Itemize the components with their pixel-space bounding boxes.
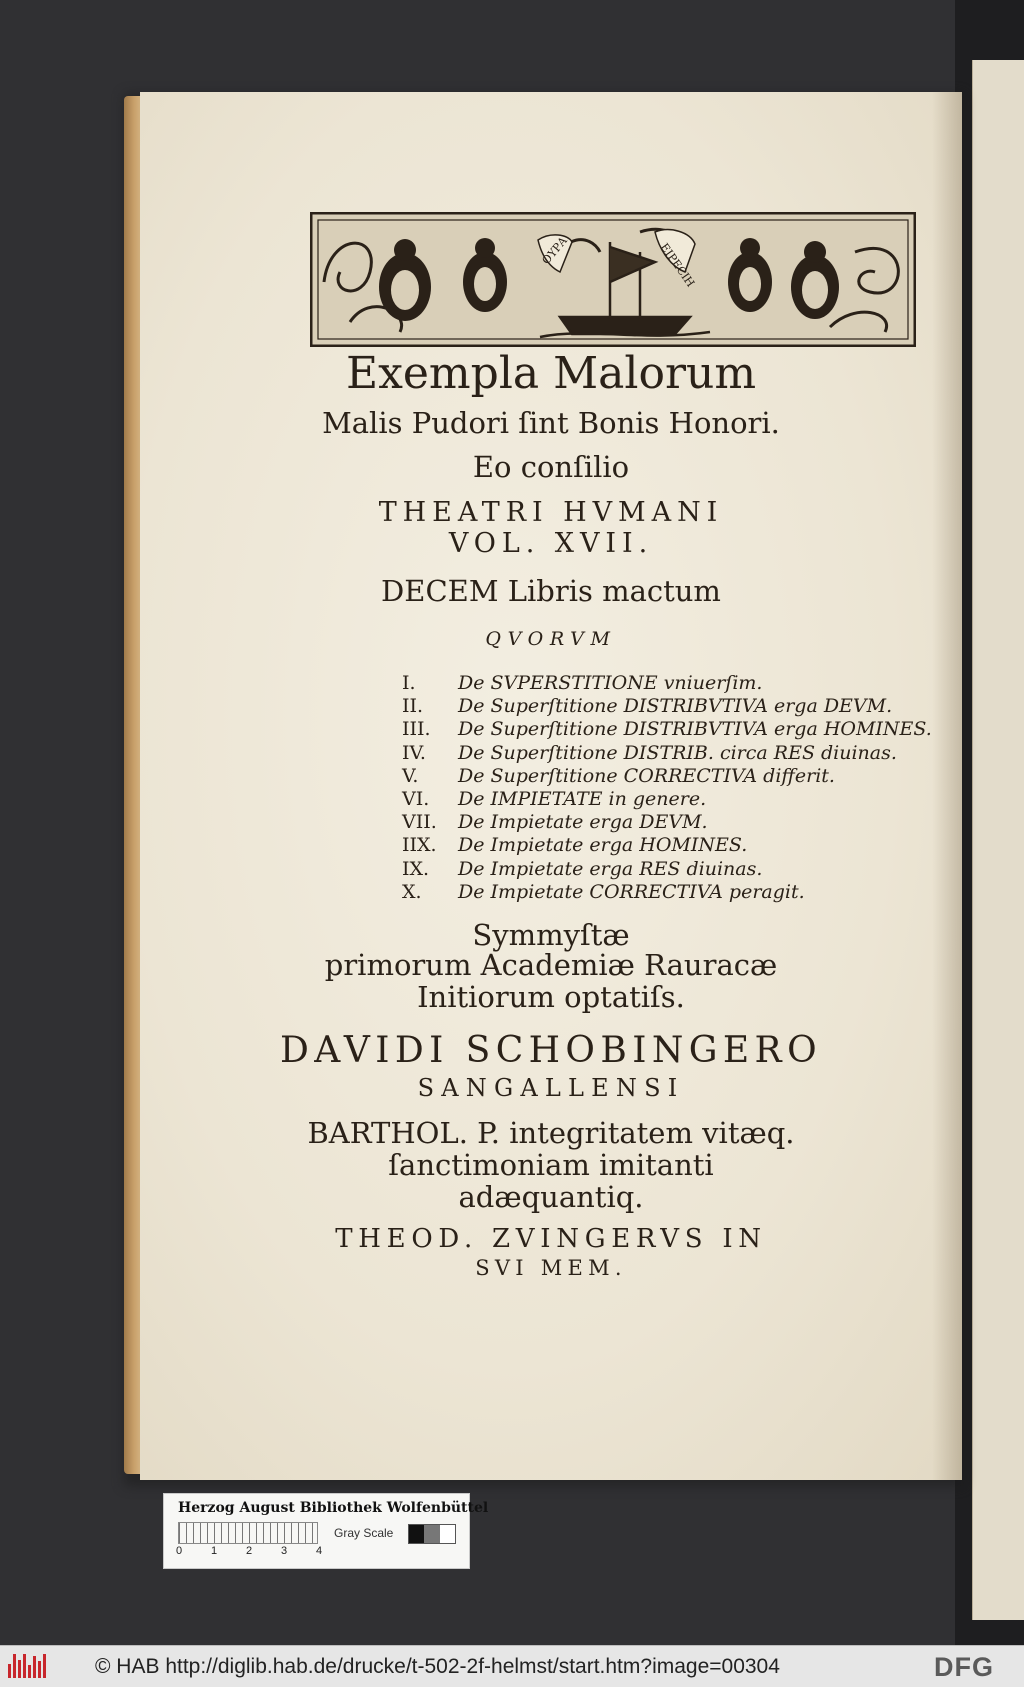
list-item bbox=[402, 742, 922, 765]
book-number: VI. bbox=[402, 787, 430, 810]
library-name: Herzog August Bibliothek Wolfenbüttel bbox=[178, 1500, 489, 1516]
ruler-number: 2 bbox=[246, 1545, 253, 1557]
dedicatee-name: DAVIDI SCHOBINGERO bbox=[280, 1030, 822, 1071]
book-number: X. bbox=[402, 880, 422, 903]
book-number: IIX. bbox=[402, 834, 437, 857]
author-line: THEOD. ZVINGERVS IN bbox=[335, 1224, 767, 1254]
swatch-gray bbox=[424, 1525, 439, 1543]
book-number: VII. bbox=[402, 811, 437, 834]
ruler-number: 0 bbox=[176, 1545, 183, 1557]
book-title: De Superſtitione CORRECTIVA differit. bbox=[458, 764, 835, 787]
book-title: De Impietate erga HOMINES. bbox=[458, 834, 748, 857]
book-number: IX. bbox=[402, 857, 430, 880]
book-number: IV. bbox=[402, 741, 426, 764]
swatch-black bbox=[409, 1525, 424, 1543]
ruler-number: 3 bbox=[281, 1545, 288, 1557]
primorum-line: primorum Academiæ Rauracæ bbox=[324, 948, 778, 982]
list-item bbox=[402, 788, 922, 811]
book-title: De Impietate CORRECTIVA peragit. bbox=[458, 880, 805, 903]
library-label-card bbox=[163, 1493, 489, 1569]
list-item bbox=[402, 695, 922, 718]
volume-line: VOL. XVII. bbox=[448, 528, 654, 559]
list-item bbox=[402, 672, 922, 695]
ruler-number: 4 bbox=[316, 1545, 323, 1557]
list-item bbox=[402, 834, 922, 857]
book-title: De Superſtitione DISTRIBVTIVA erga HOMINES. bbox=[458, 718, 932, 741]
swatch-white bbox=[440, 1525, 455, 1543]
author-line-2: SVI MEM. bbox=[475, 1256, 627, 1280]
book-title: De Superſtitione DISTRIB. circa RES diuinas. bbox=[458, 741, 897, 764]
theatri-line: THEATRI HVMANI bbox=[378, 497, 724, 528]
book-title: De Superſtitione DISTRIBVTIVA erga DEVM. bbox=[458, 695, 893, 718]
book-title: De Impietate erga DEVM. bbox=[458, 811, 708, 834]
book-number: III. bbox=[402, 718, 431, 741]
book-number: V. bbox=[402, 764, 419, 787]
scale-ruler bbox=[178, 1522, 318, 1544]
dfg-logo: DFG bbox=[934, 1652, 994, 1682]
facing-page-edge bbox=[972, 60, 1024, 1620]
list-item bbox=[402, 765, 922, 788]
book-number: I. bbox=[402, 672, 416, 694]
list-item bbox=[402, 811, 922, 834]
ruler-number: 1 bbox=[211, 1545, 218, 1557]
barthol-line: BARTHOL. P. integritatem vitæq. bbox=[307, 1116, 795, 1150]
list-item bbox=[402, 858, 922, 881]
woodcut-banner bbox=[310, 212, 916, 347]
banner-text-right: ΕΙΡΕCΙΗ bbox=[657, 240, 698, 290]
title-page bbox=[140, 92, 962, 1480]
book-list bbox=[402, 672, 932, 904]
motto: Malis Pudori ſint Bonis Honori. bbox=[322, 406, 780, 440]
dedicatee-origin: SANGALLENSI bbox=[417, 1074, 685, 1102]
consilio-line: Eo conſilio bbox=[472, 450, 630, 484]
sanctimoniam-line: ſanctimoniam imitanti bbox=[388, 1148, 714, 1182]
decem-line: DECEM Libris mactum bbox=[381, 574, 721, 608]
quorum-heading: QVORVM bbox=[485, 628, 617, 650]
symmystae-line: Symmyſtæ bbox=[472, 918, 630, 952]
page-title: Exempla Malorum bbox=[345, 348, 757, 399]
gray-scale-swatches bbox=[408, 1524, 456, 1544]
list-item bbox=[402, 718, 932, 741]
list-item bbox=[402, 881, 922, 904]
woodcut-banner-image bbox=[310, 212, 916, 347]
gray-scale-label: Gray Scale bbox=[334, 1526, 394, 1540]
book-title: De Impietate erga RES diuinas. bbox=[458, 857, 763, 880]
hab-logo-icon bbox=[8, 1654, 46, 1678]
adaequantiq-line: adæquantiq. bbox=[458, 1180, 644, 1214]
book-title: De SVPERSTITIONE vniuerſim. bbox=[458, 672, 763, 694]
footer-bar bbox=[0, 1645, 1024, 1687]
copyright-url[interactable]: © HAB http://diglib.hab.de/drucke/t-502-2f-helmst/start.htm?image=00304 bbox=[95, 1655, 780, 1678]
initiorum-line: Initiorum optatiſs. bbox=[417, 980, 685, 1014]
banner-text-left: ΟΥΡΑ bbox=[539, 234, 570, 267]
book-number: II. bbox=[402, 695, 424, 718]
book-title: De IMPIETATE in genere. bbox=[458, 787, 707, 810]
